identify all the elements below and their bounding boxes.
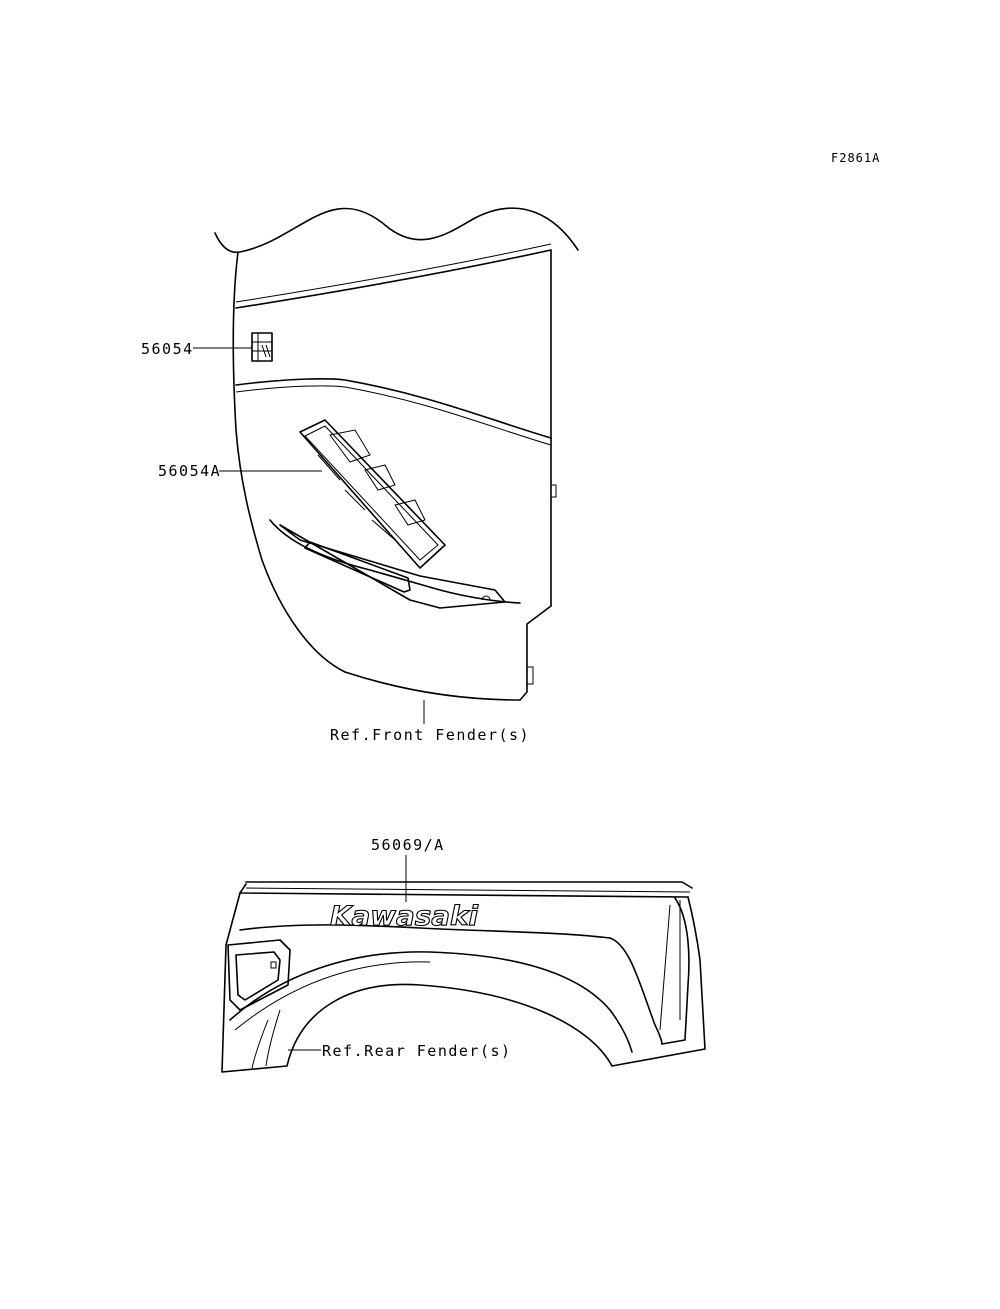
part-number-56054[interactable]: 56054 bbox=[141, 340, 194, 358]
part-number-56069A[interactable]: 56069/A bbox=[371, 836, 445, 854]
front-fender-reference: Ref.Front Fender(s) bbox=[330, 726, 531, 744]
rear-fender-reference: Ref.Rear Fender(s) bbox=[322, 1042, 512, 1060]
kawasaki-logo: Kawasaki bbox=[330, 901, 479, 932]
front-fender-drawing bbox=[215, 208, 578, 700]
figure-code: F2861A bbox=[831, 151, 881, 165]
part-number-56054A[interactable]: 56054A bbox=[158, 462, 222, 480]
